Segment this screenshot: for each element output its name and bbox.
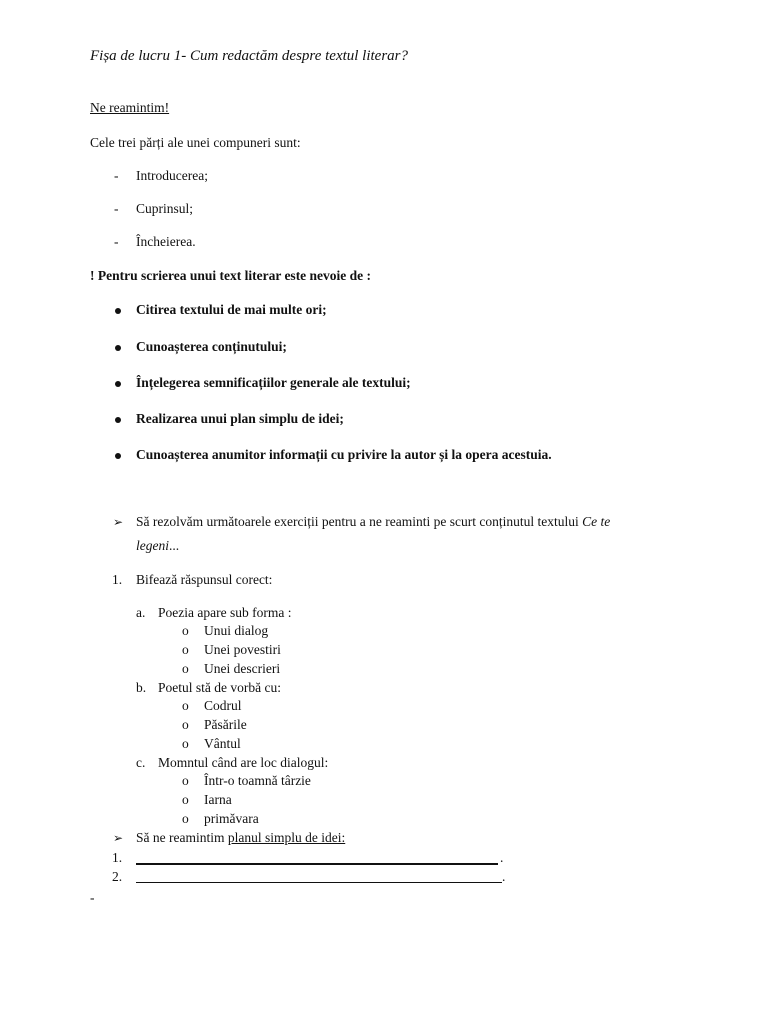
poem-title-ellipsis: ... [169, 538, 180, 553]
option-text: Într-o toamnă târzie [204, 773, 311, 788]
subquestion-text: Poetul stă de vorbă cu: [158, 680, 281, 695]
needs-item: Cunoașterea anumitor informații cu privire la autor și la opera acestuia. [136, 447, 552, 462]
option-marker: o [182, 773, 189, 788]
list-dash: - [114, 201, 119, 216]
list-dash: - [114, 234, 119, 249]
needs-heading: ! Pentru scrierea unui text literar este nevoie de : [90, 268, 372, 283]
answer-blank-line[interactable] [136, 863, 498, 865]
option-marker: o [182, 642, 189, 657]
option-text: Unei descrieri [204, 661, 281, 676]
option-marker: o [182, 792, 189, 807]
reminder-intro: Cele trei părți ale unei compuneri sunt: [90, 135, 301, 150]
needs-item: Citirea textului de mai multe ori; [136, 302, 327, 317]
poem-title-part1: Ce te [582, 514, 611, 529]
needs-item: Cunoașterea conținutului; [136, 339, 287, 354]
exercise-intro-cont [136, 538, 179, 554]
plan-heading-underlined: planul simplu de idei: [227, 830, 346, 845]
part-item: Încheierea. [136, 234, 196, 249]
title-subject: - Cum redactăm despre textul literar? [181, 48, 409, 64]
list-dash: - [114, 168, 119, 183]
option-text: primăvara [204, 811, 259, 826]
bullet-dot-icon [115, 345, 121, 351]
arrow-bullet-icon: ➢ [113, 515, 124, 529]
question-text: Bifează răspunsul corect: [136, 572, 273, 587]
page-title [90, 48, 408, 65]
poem-title-part2: legeni [136, 538, 169, 553]
plan-heading [136, 830, 345, 846]
bullet-dot-icon [115, 308, 121, 314]
arrow-bullet-icon: ➢ [113, 831, 124, 845]
bullet-dot-icon [115, 381, 121, 387]
subquestion-text: Momntul când are loc dialogul: [158, 755, 329, 770]
option-marker: o [182, 623, 189, 638]
option-text: Unui dialog [204, 623, 269, 638]
option-text: Codrul [204, 698, 242, 713]
subquestion-text: Poezia apare sub forma : [158, 605, 292, 620]
subquestion-letter: a. [136, 605, 146, 620]
needs-item: Realizarea unui plan simplu de idei; [136, 411, 344, 426]
plan-line-end: . [502, 869, 506, 884]
option-marker: o [182, 736, 189, 751]
exercise-intro [136, 514, 610, 530]
title-worksheet-label: Fișa de lucru 1 [90, 48, 182, 64]
trailing-dash: - [90, 890, 95, 905]
exercise-intro-text: Să rezolvăm următoarele exerciții pentru a ne reaminti pe scurt conținutul textului [136, 514, 583, 529]
option-marker: o [182, 811, 189, 826]
option-text: Iarna [204, 792, 232, 807]
bullet-dot-icon [115, 453, 121, 459]
question-number: 1. [112, 572, 123, 587]
part-item: Cuprinsul; [136, 201, 194, 216]
bullet-dot-icon [115, 417, 121, 423]
subquestion-letter: c. [136, 755, 146, 770]
needs-item: Înțelegerea semnificațiilor generale ale textului; [136, 375, 411, 390]
option-text: Unei povestiri [204, 642, 281, 657]
subquestion-letter: b. [136, 680, 147, 695]
answer-blank-line[interactable] [136, 882, 502, 883]
option-text: Vântul [204, 736, 241, 751]
part-item: Introducerea; [136, 168, 208, 183]
plan-heading-text: Să ne reamintim [136, 830, 228, 845]
option-marker: o [182, 717, 189, 732]
option-marker: o [182, 698, 189, 713]
option-marker: o [182, 661, 189, 676]
reminder-heading: Ne reamintim! [90, 100, 170, 115]
plan-line-number: 2. [112, 869, 123, 884]
option-text: Păsările [204, 717, 247, 732]
plan-line-number: 1. [112, 850, 123, 865]
plan-line-end: . [500, 850, 504, 865]
